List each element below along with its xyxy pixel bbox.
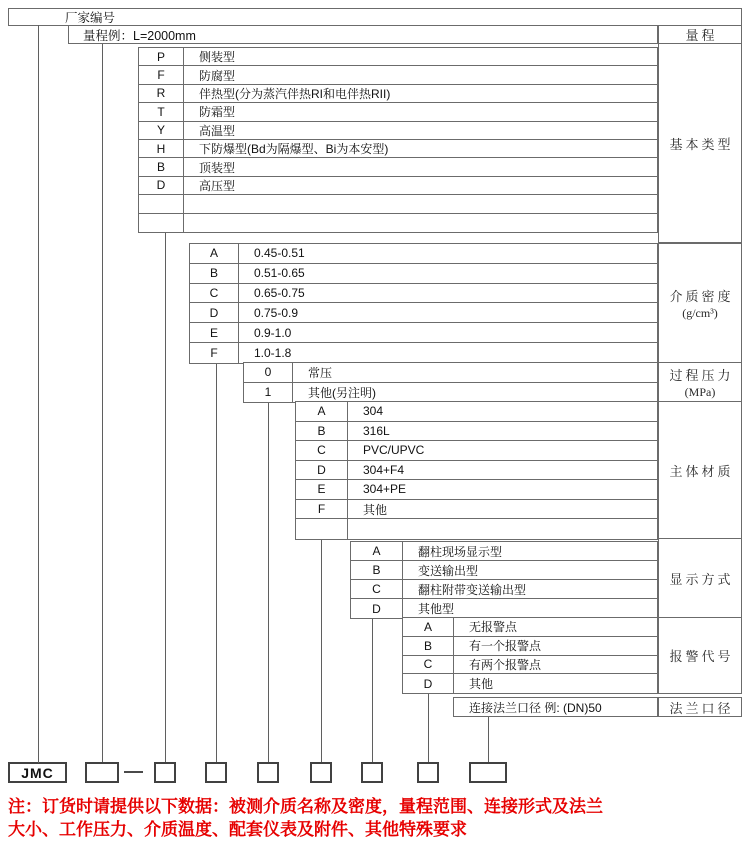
section-alarm-code xyxy=(402,617,658,694)
connector-line xyxy=(372,619,373,763)
code-cell: A xyxy=(190,244,239,263)
code-cell: E xyxy=(296,480,348,499)
table-row xyxy=(139,122,657,140)
code-cell: C xyxy=(296,441,348,460)
desc-cell: 常压 xyxy=(308,365,333,380)
desc-cell: 0.51-0.65 xyxy=(254,266,305,281)
table-row xyxy=(139,48,657,66)
desc-cell: 有一个报警点 xyxy=(469,639,542,654)
table-row xyxy=(139,195,657,213)
code-cell: A xyxy=(403,618,454,636)
connector-line xyxy=(102,44,103,763)
code-cell xyxy=(296,519,348,539)
desc-cell: 304 xyxy=(363,404,384,419)
code-box xyxy=(310,762,332,783)
code-box xyxy=(154,762,176,783)
code-box xyxy=(205,762,227,783)
table-row xyxy=(139,140,657,158)
code-cell: B xyxy=(139,158,184,175)
code-cell: D xyxy=(139,177,184,194)
section-label-box-pressure xyxy=(658,362,742,403)
table-row xyxy=(403,674,657,693)
code-box xyxy=(361,762,383,783)
range-example-text: 量程例：L=2000mm xyxy=(83,28,196,43)
code-cell: 0 xyxy=(244,363,293,382)
section-label: 报警代号 xyxy=(669,649,734,664)
desc-cell: PVC/UPVC xyxy=(363,443,425,458)
manufacturer-no-label: 厂家编号 xyxy=(65,11,116,25)
code-cell: B xyxy=(190,264,239,283)
code-cell: B xyxy=(296,422,348,441)
code-cell: 1 xyxy=(244,383,293,403)
desc-cell: 0.65-0.75 xyxy=(254,286,305,301)
section-basic-type xyxy=(138,47,658,233)
section-label-box-display-mode xyxy=(658,538,742,619)
section-label-box-basic-type xyxy=(658,43,742,243)
table-row xyxy=(403,618,657,637)
desc-cell: 304+PE xyxy=(363,482,407,497)
code-cell: B xyxy=(351,561,403,579)
model-prefix: JMC xyxy=(21,764,54,781)
table-row xyxy=(139,66,657,84)
code-cell: D xyxy=(351,599,403,618)
code-box xyxy=(85,762,119,783)
desc-cell: 下防爆型(Bd为隔爆型、Bi为本安型) xyxy=(199,142,389,157)
manufacturer-no-box xyxy=(8,8,742,26)
desc-cell: 有两个报警点 xyxy=(469,657,542,672)
table-row xyxy=(351,561,657,580)
code-cell xyxy=(139,214,184,232)
code-cell: C xyxy=(190,284,239,303)
desc-cell: 翻柱附带变送输出型 xyxy=(418,582,527,597)
connector-line xyxy=(488,717,489,763)
code-cell: F xyxy=(139,66,184,83)
desc-cell: 防霜型 xyxy=(199,105,236,120)
section-label-box-material xyxy=(658,401,742,540)
table-row xyxy=(139,158,657,176)
model-prefix-box xyxy=(8,762,67,783)
section-label-box-alarm-code xyxy=(658,617,742,694)
desc-cell: 其他 xyxy=(469,677,494,692)
table-row xyxy=(351,580,657,599)
connector-line xyxy=(428,694,429,763)
table-row xyxy=(403,637,657,656)
desc-cell: 0.9-1.0 xyxy=(254,325,292,340)
desc-cell: 变送输出型 xyxy=(418,563,479,578)
code-box xyxy=(469,762,507,783)
section-density xyxy=(189,243,658,364)
model-dash xyxy=(124,771,143,773)
desc-cell: 无报警点 xyxy=(469,620,518,635)
table-row xyxy=(190,343,657,363)
code-cell: H xyxy=(139,140,184,157)
range-label-box xyxy=(658,25,742,44)
code-cell: R xyxy=(139,85,184,102)
range-row xyxy=(68,25,658,44)
section-label: 过程压力 xyxy=(669,368,734,383)
section-unit-label: (MPa) xyxy=(684,385,716,399)
section-unit-label: (g/cm³) xyxy=(682,306,718,320)
table-row xyxy=(190,264,657,284)
flange-label: 法兰口径 xyxy=(669,700,734,716)
flange-row xyxy=(453,697,658,717)
code-cell: B xyxy=(403,637,454,655)
table-row xyxy=(139,177,657,195)
code-cell: P xyxy=(139,48,184,65)
table-row xyxy=(139,214,657,232)
table-row xyxy=(296,480,657,500)
code-cell: E xyxy=(190,323,239,342)
table-row xyxy=(296,441,657,461)
desc-cell: 侧装型 xyxy=(199,50,236,65)
section-display-mode xyxy=(350,541,658,619)
desc-cell: 304+F4 xyxy=(363,462,405,477)
table-row xyxy=(296,519,657,539)
connector-line xyxy=(165,233,166,763)
code-cell: D xyxy=(403,674,454,693)
desc-cell xyxy=(184,195,657,212)
table-row xyxy=(139,85,657,103)
connector-line xyxy=(321,540,322,763)
range-label: 量程 xyxy=(685,28,718,43)
connector-line xyxy=(216,364,217,763)
connector-line xyxy=(38,25,39,763)
desc-cell: 伴热型(分为蒸汽伴热RI和电伴热RII) xyxy=(199,86,391,101)
flange-label-box xyxy=(658,697,742,717)
code-cell: Y xyxy=(139,122,184,139)
desc-cell: 0.75-0.9 xyxy=(254,305,299,320)
note-line: 注：订货时请提供以下数据：被测介质名称及密度，量程范围、连接形式及法兰 xyxy=(8,797,603,816)
desc-cell: 其他型 xyxy=(418,602,455,616)
table-row xyxy=(190,303,657,323)
desc-cell: 防腐型 xyxy=(199,68,236,83)
desc-cell: 316L xyxy=(363,423,390,438)
desc-cell: 其他(另注明) xyxy=(308,385,376,400)
code-box xyxy=(257,762,279,783)
section-label: 介质密度 xyxy=(669,289,734,304)
section-label: 基本类型 xyxy=(669,136,734,152)
table-row xyxy=(190,323,657,343)
code-cell xyxy=(139,195,184,212)
section-label-box-density xyxy=(658,243,742,364)
code-cell: C xyxy=(403,656,454,674)
desc-cell: 顶装型 xyxy=(199,160,236,175)
desc-cell: 翻柱现场显示型 xyxy=(418,544,503,559)
desc-cell xyxy=(348,519,657,539)
code-cell: F xyxy=(190,343,239,363)
table-row xyxy=(190,284,657,304)
code-cell: D xyxy=(190,303,239,322)
table-row xyxy=(351,599,657,618)
table-row xyxy=(139,103,657,121)
table-row xyxy=(296,422,657,442)
table-row xyxy=(244,363,657,383)
table-row xyxy=(296,500,657,520)
desc-cell: 其他 xyxy=(363,502,388,517)
flange-text: 连接法兰口径 例: (DN)50 xyxy=(469,700,602,715)
desc-cell: 1.0-1.8 xyxy=(254,346,292,361)
code-cell: D xyxy=(296,461,348,480)
section-material xyxy=(295,401,658,540)
table-row xyxy=(296,402,657,422)
section-label: 主体材质 xyxy=(669,464,734,479)
connector-line xyxy=(268,403,269,763)
table-row xyxy=(190,244,657,264)
code-cell: C xyxy=(351,580,403,598)
table-row xyxy=(351,542,657,561)
section-pressure xyxy=(243,362,658,403)
table-row xyxy=(403,656,657,675)
desc-cell: 0.45-0.51 xyxy=(254,246,305,261)
code-box xyxy=(417,762,439,783)
section-label: 显示方式 xyxy=(669,572,734,587)
table-row xyxy=(244,383,657,403)
desc-cell: 高压型 xyxy=(199,178,236,193)
table-row xyxy=(296,461,657,481)
note-line: 大小、工作压力、介质温度、配套仪表及附件、其他特殊要求 xyxy=(8,820,467,839)
desc-cell xyxy=(184,214,657,232)
code-cell: F xyxy=(296,500,348,519)
code-cell: A xyxy=(296,402,348,421)
code-cell: A xyxy=(351,542,403,560)
desc-cell: 高温型 xyxy=(199,123,236,138)
order-note xyxy=(8,795,748,841)
code-cell: T xyxy=(139,103,184,120)
